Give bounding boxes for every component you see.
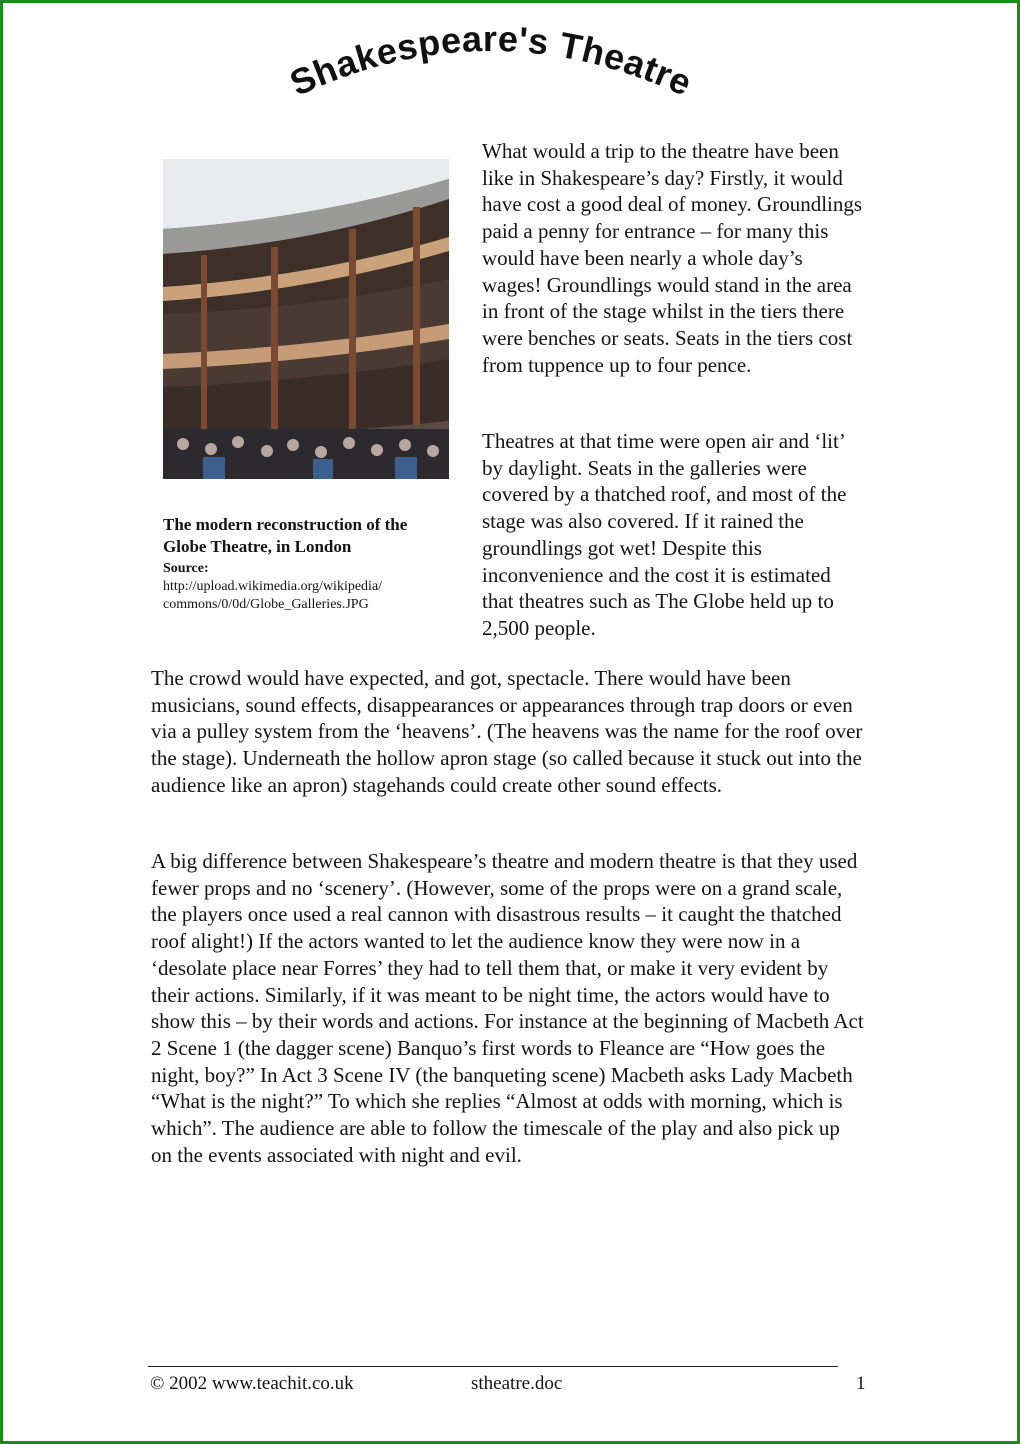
caption-source-url: http://upload.wikimedia.org/wikipedia/ commons/0/0d/Globe_Galleries.JPG (163, 579, 383, 612)
footer-divider (148, 1366, 838, 1367)
page-title (0, 0, 1020, 120)
footer-page-number: 1 (856, 1373, 866, 1394)
page-title-text: Shakespeare's Theatre (283, 17, 699, 104)
paragraph-open-air: Theatres at that time were open air and ‘lit’ by daylight. Seats in the galleries were covered by a thatched roof, and most of the stage was also covered. If it rained the groundlings got wet! Despite this inconvenience and the cost it is estimated that theatres such as The Globe held up to 2,500 people. (482, 429, 847, 640)
paragraph-props-scenery: A big difference between Shakespeare’s theatre and modern theatre is that they used fewer props and no ‘scenery’. (However, some of the props were on a grand scale, the players once used a real cannon with disastrous results – it caught the thatched roof alight!) If the actors wanted to let the audience know they were now in a ‘desolate place near Forres’ they had to tell them that, or make it very evident by their actions. Similarly, if it was meant to be night time, the actors would have to show this – by their words and actions. For instance at the beginning of Macbeth Act 2 Scene 1 (the dagger scene) Banquo’s first words to Fleance are “How goes the night, boy?” In Act 3 Scene IV (the banqueting scene) Macbeth asks Lady Macbeth “What is the night?” To which she replies “Almost at odds with morning, which is which”. The audience are able to follow the timescale of the play and also pick up on the events associated with night and evil. (151, 849, 864, 1167)
paragraph-cost: What would a trip to the theatre have been like in Shakespeare’s day? Firstly, it would have cost a good deal of money. Groundlings paid a penny for entrance – for many this would have been nearly a whole day’s wages! Groundlings would stand in the area in front of the stage whilst in the tiers there were benches or seats. Seats in the tiers cost from tuppence up to four pence. (482, 139, 863, 377)
globe-theatre-photo (163, 159, 449, 479)
svg-text:Shakespeare's Theatre (284, 18, 699, 104)
photo-caption (163, 514, 453, 614)
footer-copyright: © 2002 www.teachit.co.uk (150, 1373, 354, 1394)
caption-title: The modern reconstruction of the Globe Theatre, in London (163, 515, 408, 556)
paragraph-spectacle: The crowd would have expected, and got, spectacle. There would have been musicians, sound effects, disappearances or appearances through trap doors or even via a pulley system from the ‘heavens’. (The heavens was the name for the roof over the stage). Underneath the hollow apron stage (so called because it stuck out into the audience like an apron) stagehands could create other sound effects. (151, 666, 863, 797)
caption-source-label: Source: (163, 561, 209, 576)
footer-filename: stheatre.doc (471, 1373, 563, 1394)
